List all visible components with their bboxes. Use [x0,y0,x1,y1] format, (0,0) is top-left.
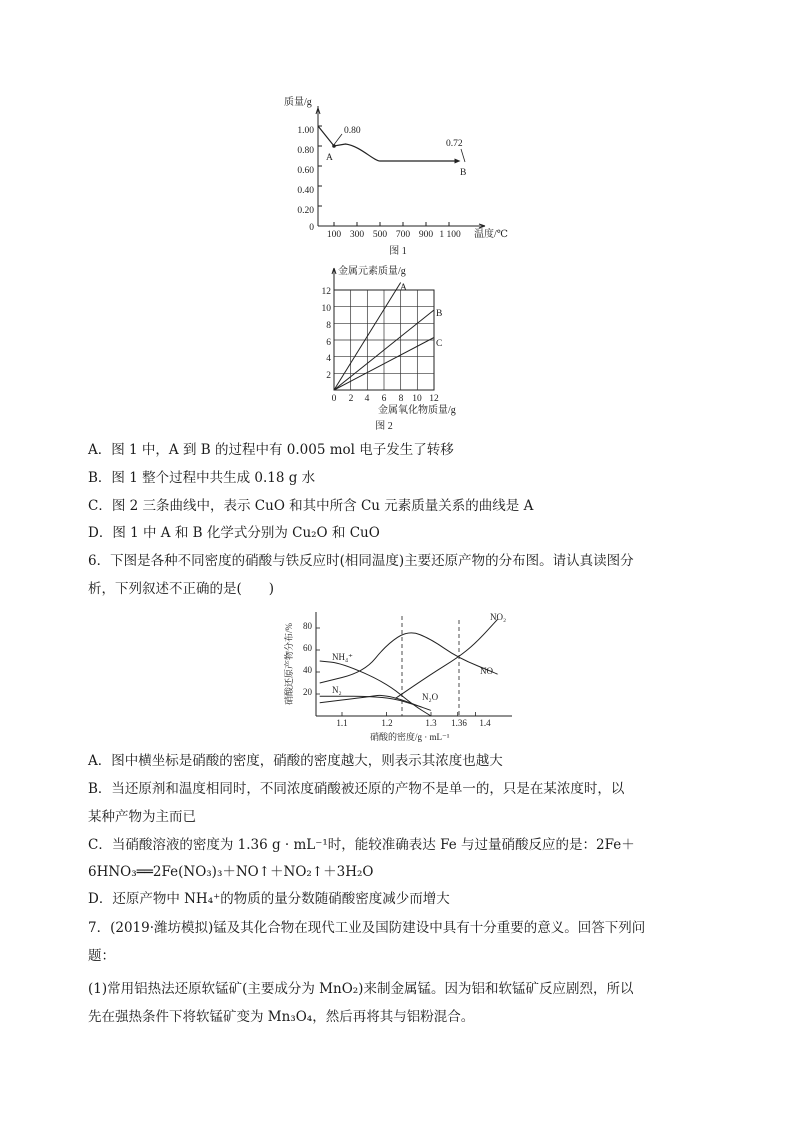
fig2-ytick: 8 [326,321,331,331]
fig1-ytick: 1.00 [297,126,314,136]
fig3-x-label: 硝酸的密度/g · mL⁻¹ [370,732,450,742]
q7-part1-line1: (1)常用铝热法还原软锰矿(主要成分为 MnO₂)来制金属锰。因为铝和软锰矿反应剧烈，所以 [88,981,634,997]
q6-option-c-line2: 6HNO₃══2Fe(NO₃)₃＋NO↑＋NO₂↑＋3H₂O [88,864,374,880]
fig1-point-a: A [326,153,333,163]
fig2-xtick: 4 [364,394,370,404]
fig2-ytick: 10 [321,304,331,314]
fig2-x-label: 金属氧化物质量/g [378,405,456,416]
fig3-xtick: 1.1 [336,718,348,728]
fig3-label-nh4: NH₄⁺ [332,652,353,662]
fig2-series-b-label: B [436,309,443,319]
q6-stem-line2: 析，下列叙述不正确的是( ) [88,581,275,597]
figure-2-chart [312,262,482,434]
q6-option-c-line1: C．当硝酸溶液的密度为 1.36 g · mL⁻¹时，能较准确表达 Fe 与过量硝酸反应的是：2Fe＋ [88,837,635,853]
fig3-xtick: 1.4 [479,718,491,728]
fig3-xtick: 1.2 [381,718,393,728]
fig1-ytick: 0.80 [297,146,314,156]
fig3-ytick: 80 [303,621,312,631]
fig1-arrow-head [455,159,461,164]
q6-option-b-line1: B．当还原剂和温度相同时，不同浓度硝酸被还原的产物不是单一的，只是在某浓度时，以 [88,781,625,797]
q6-option-a: A．图中横坐标是硝酸的密度，硝酸的密度越大，则表示其浓度也越大 [88,753,503,769]
fig2-series-c-label: C [436,339,443,349]
fig2-series-a-label: A [400,283,407,293]
fig1-point-b: B [460,168,467,178]
fig1-caption: 图 1 [389,246,407,257]
fig1-mass-curve [318,126,457,161]
q5-option-b: B．图 1 整个过程中共生成 0.18 g 水 [88,470,316,486]
fig3-ytick: 60 [303,643,312,653]
fig2-ytick: 4 [326,354,331,364]
fig1-label-072: 0.72 [446,139,463,149]
figure-1-chart [278,94,518,259]
q7-part1-line2: 先在强热条件下将软锰矿变为 Mn₃O₄，然后再将其与铝粉混合。 [88,1009,475,1025]
fig1-y-label: 质量/g [284,97,312,108]
fig2-xtick: 10 [412,394,422,404]
fig1-point-a-mark [332,144,336,148]
fig2-xtick: 6 [381,394,387,404]
fig1-leader-a [333,134,342,146]
fig2-xtick: 0 [331,394,337,404]
fig1-xtick: 300 [349,230,365,240]
fig3-series-line-0 [395,619,497,698]
fig3-xtick: 1.3 [425,718,437,728]
fig1-leader-b [461,149,465,162]
fig2-xtick: 8 [398,394,404,404]
fig2-caption: 图 2 [375,421,393,432]
figure-3-chart [280,604,520,746]
fig1-xtick: 500 [372,230,388,240]
fig1-ytick: 0 [309,223,314,233]
q7-stem-line2: 题： [88,948,115,964]
q6-stem-line1: 6．下图是各种不同密度的硝酸与铁反应时(相同温度)主要还原产物的分布图。请认真读图分 [88,553,634,569]
q5-option-d: D．图 1 中 A 和 B 化学式分别为 Cu₂O 和 CuO [88,525,380,541]
fig2-ytick: 6 [326,338,331,348]
fig1-label-080: 0.80 [344,126,361,136]
fig3-label-no: NO [480,666,493,676]
fig1-xtick: 900 [418,230,434,240]
fig3-ytick: 20 [303,687,312,697]
fig1-xtick: 700 [395,230,411,240]
q6-option-d: D．还原产物中 NH₄⁺的物质的量分数随硝酸密度减少而增大 [88,891,450,907]
fig2-xtick: 2 [348,394,354,404]
fig3-label-n2: N₂ [332,685,342,695]
q6-option-b-line2: 某种产物为主而已 [88,809,196,825]
fig3-label-n2o: N₂O [422,692,439,702]
fig2-y-label: 金属元素质量/g [338,266,406,277]
fig3-xtick: 1.36 [451,718,467,728]
q5-option-a: A．图 1 中，A 到 B 的过程中有 0.005 mol 电子发生了转移 [88,442,454,458]
fig3-y-label: 硝酸还原产物分布/% [284,623,294,705]
fig1-x-label: 温度/℃ [474,229,508,240]
fig3-label-no2: NO₂ [490,612,507,622]
fig2-ytick: 12 [321,287,331,297]
fig1-ytick: 0.40 [297,186,314,196]
fig1-ytick: 0.60 [297,166,314,176]
fig3-series-line-3 [320,695,431,710]
q7-stem-line1: 7．(2019·潍坊模拟)锰及其化合物在现代工业及国防建设中具有十分重要的意义。回答下列问 [88,920,646,936]
fig1-xtick: 1 100 [439,230,461,240]
q5-option-c: C．图 2 三条曲线中，表示 CuO 和其中所含 Cu 元素质量关系的曲线是 A [88,498,534,514]
fig3-ytick: 40 [303,665,312,675]
fig2-xtick: 12 [429,394,439,404]
fig1-xtick: 100 [326,230,342,240]
fig2-ytick: 2 [326,371,331,381]
fig1-ytick: 0.20 [297,206,314,216]
